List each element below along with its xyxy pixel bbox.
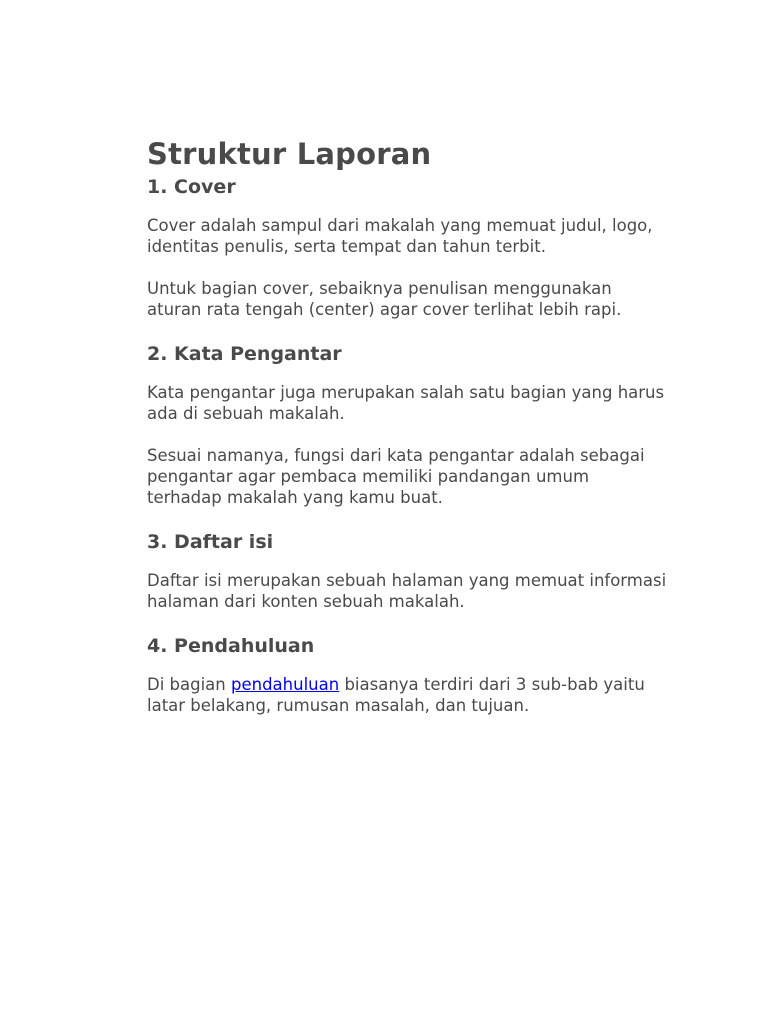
cover-paragraph-2: Untuk bagian cover, sebaiknya penulisan menggunakan aturan rata tengah (center) agar cover terlihat lebih rapi. xyxy=(147,279,622,319)
kata-pengantar-paragraph-1: Kata pengantar juga merupakan salah satu bagian yang harus ada di sebuah makalah. xyxy=(147,383,665,423)
pendahuluan-text-before: Di bagian xyxy=(147,675,231,694)
document-page xyxy=(147,134,667,716)
daftar-isi-paragraph-1: Daftar isi merupakan sebuah halaman yang memuat informasi halaman dari konten sebuah makalah. xyxy=(147,571,667,611)
pendahuluan-link[interactable]: pendahuluan xyxy=(231,675,340,694)
page-title: Struktur Laporan xyxy=(147,137,432,171)
section-heading-kata-pengantar: 2. Kata Pengantar xyxy=(147,343,342,365)
section-heading-cover: 1. Cover xyxy=(147,176,236,198)
pendahuluan-text-after: biasanya terdiri dari 3 sub-bab yaitu latar belakang, rumusan masalah, dan tujuan. xyxy=(147,675,645,715)
section-heading-daftar-isi: 3. Daftar isi xyxy=(147,531,274,553)
section-heading-pendahuluan: 4. Pendahuluan xyxy=(147,635,315,657)
pendahuluan-paragraph-1 xyxy=(147,674,667,716)
kata-pengantar-paragraph-2: Sesuai namanya, fungsi dari kata pengantar adalah sebagai pengantar agar pembaca memiliki pandangan umum terhadap makalah yang kamu buat. xyxy=(147,446,645,507)
cover-paragraph-1: Cover adalah sampul dari makalah yang memuat judul, logo, identitas penulis, serta tempat dan tahun terbit. xyxy=(147,216,653,256)
